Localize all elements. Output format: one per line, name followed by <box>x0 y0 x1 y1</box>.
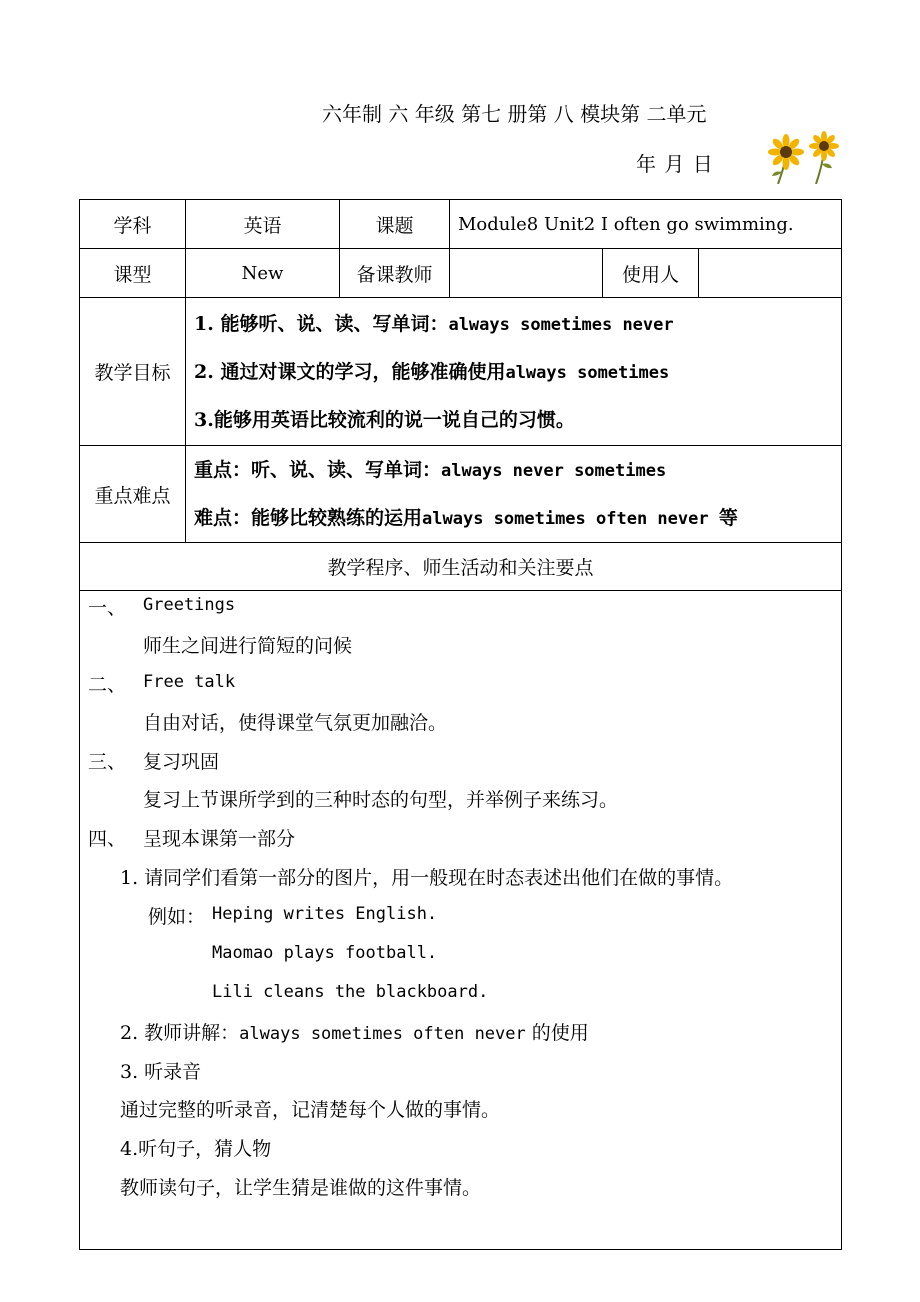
section-1-number: 一、 <box>88 597 127 619</box>
difficult-point-line <box>186 494 841 542</box>
difficult-point-english: always sometimes often never <box>422 509 719 529</box>
topic-label: 课题 <box>340 200 450 249</box>
section-2-number: 二、 <box>88 674 127 696</box>
goal-text: 3.能够用英语比较流利的说一说自己的习惯。 <box>194 408 575 431</box>
date-line: 年 月 日 <box>636 152 714 176</box>
goal-english: always sometimes never <box>448 314 674 335</box>
teacher-label: 备课教师 <box>340 249 450 298</box>
subject-label: 学科 <box>80 200 186 249</box>
goal-text: 2. 通过对课文的学习，能够准确使用 <box>194 360 506 383</box>
section-3-number: 三、 <box>88 751 127 773</box>
section-1-title: Greetings <box>143 595 236 615</box>
goals-list <box>186 298 842 446</box>
goal-text: 1. 能够听、说、读、写单词： <box>194 312 449 335</box>
key-point-english: always never sometimes <box>441 461 667 481</box>
difficult-point-text: 难点：能够比较熟练的运用 <box>194 507 423 529</box>
key-point-line <box>186 446 841 494</box>
section-2-desc: 自由对话，使得课堂气氛更加融洽。 <box>143 712 448 734</box>
goal-item <box>186 348 841 396</box>
difficult-point-suffix: 等 <box>718 507 738 529</box>
step-4: 4.听句子，猜人物 <box>120 1138 272 1160</box>
teacher-value <box>450 249 603 298</box>
goal-english: always sometimes <box>505 362 670 383</box>
goal-item <box>186 396 841 444</box>
section-3-title: 复习巩固 <box>143 751 220 773</box>
step-2-suffix: 的使用 <box>525 1022 589 1044</box>
keypoints-content <box>186 446 842 543</box>
lesson-plan-table <box>79 199 842 1250</box>
section-4-title: 呈现本课第一部分 <box>143 828 296 850</box>
example-label: 例如： <box>148 906 206 928</box>
user-value <box>699 249 842 298</box>
step-1: 1. 请同学们看第一部分的图片，用一般现在时态表述出他们在做的事情。 <box>120 867 734 889</box>
section-1-desc: 师生之间进行简短的问候 <box>143 635 353 657</box>
section-4-number: 四、 <box>88 828 127 850</box>
goal-item <box>186 300 841 348</box>
keypoints-label: 重点难点 <box>80 446 186 543</box>
grade-unit-line: 六年制 六 年级 第七 册第 八 模块第 二单元 <box>322 102 707 126</box>
step-2-english: always sometimes often never <box>239 1024 526 1044</box>
example-3: Lili cleans the blackboard. <box>212 982 489 1002</box>
key-point-text: 重点：听、说、读、写单词： <box>194 459 442 481</box>
section-3-desc: 复习上节课所学到的三种时态的句型，并举例子来练习。 <box>143 789 619 811</box>
procedure-title: 教学程序、师生活动和关注要点 <box>80 543 842 591</box>
step-2-prefix: 2. 教师讲解： <box>120 1022 240 1044</box>
goals-label: 教学目标 <box>80 298 186 446</box>
step-3: 3. 听录音 <box>120 1061 202 1083</box>
procedure-content <box>80 591 842 1250</box>
example-2: Maomao plays football. <box>212 943 438 963</box>
section-2-title: Free talk <box>143 672 236 692</box>
lesson-type-label: 课型 <box>80 249 186 298</box>
step-2 <box>120 1018 589 1045</box>
topic-value: Module8 Unit2 I often go swimming. <box>450 200 842 249</box>
step-4-desc: 教师读句子，让学生猜是谁做的这件事情。 <box>120 1177 482 1199</box>
subject-value: 英语 <box>186 200 340 249</box>
sunflower-decoration-icon <box>766 130 840 184</box>
lesson-type-value: New <box>186 249 340 298</box>
example-1: Heping writes English. <box>212 904 438 924</box>
step-3-desc: 通过完整的听录音，记清楚每个人做的事情。 <box>120 1099 501 1121</box>
user-label: 使用人 <box>603 249 699 298</box>
